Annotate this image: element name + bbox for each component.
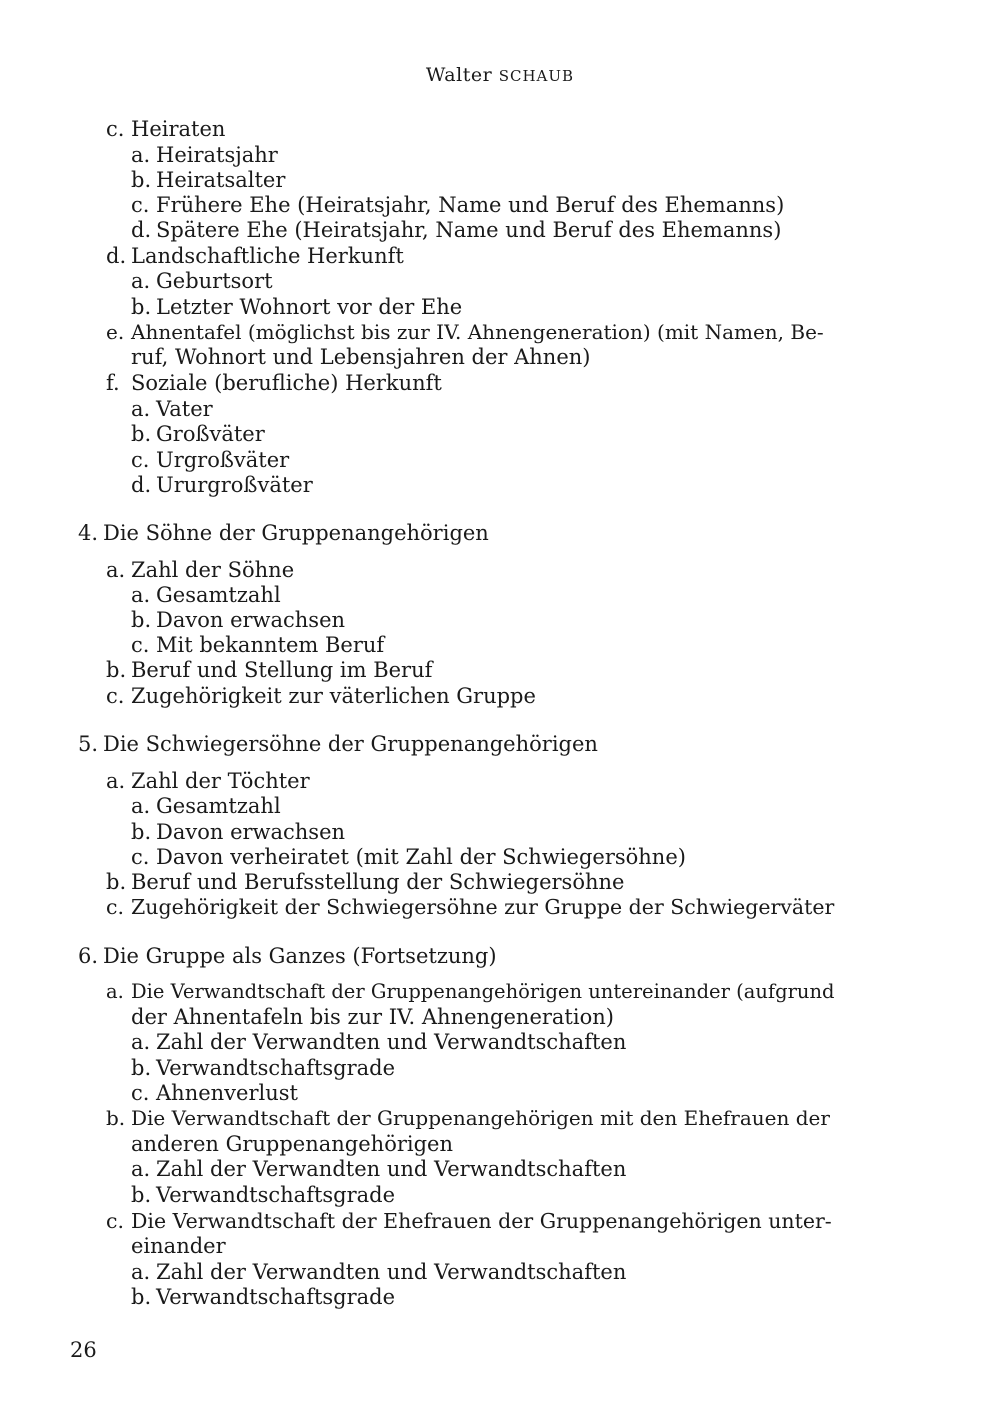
item-text: Soziale (berufliche) Herkunft bbox=[131, 371, 442, 395]
item-text: Verwandtschaftsgrade bbox=[156, 1183, 396, 1207]
item-text: Die Verwandtschaft der Gruppenangehörigen untereinander (aufgrund bbox=[131, 980, 835, 1003]
item-text: der Ahnentafeln bis zur IV. Ahnengeneration) bbox=[131, 1005, 614, 1029]
item-label: a. bbox=[106, 558, 126, 582]
outline-item bbox=[131, 1182, 395, 1208]
section-heading bbox=[78, 520, 489, 546]
outline-item bbox=[131, 1156, 626, 1182]
item-label: b. bbox=[131, 295, 152, 319]
item-label: b. bbox=[106, 870, 127, 894]
item-label: a. bbox=[131, 1030, 151, 1054]
item-text: Zahl der Verwandten und Verwandtschaften bbox=[156, 1030, 627, 1054]
item-text: Zahl der Söhne bbox=[131, 558, 295, 582]
outline-item bbox=[131, 1284, 395, 1310]
outline-item bbox=[131, 294, 462, 320]
outline-item-continuation bbox=[131, 1233, 226, 1259]
outline-item bbox=[131, 142, 278, 168]
item-label: c. bbox=[106, 684, 125, 708]
outline-item bbox=[131, 421, 265, 447]
outline-item bbox=[131, 167, 285, 193]
item-text: ruf, Wohnort und Lebensjahren der Ahnen) bbox=[131, 345, 591, 369]
item-text: Geburtsort bbox=[156, 269, 273, 293]
outline-item bbox=[106, 557, 294, 583]
outline-item bbox=[131, 396, 213, 422]
page-number: 26 bbox=[70, 1338, 97, 1362]
item-label: c. bbox=[106, 895, 124, 919]
item-label: d. bbox=[131, 473, 152, 497]
outline-item bbox=[131, 819, 345, 845]
section-heading bbox=[78, 943, 497, 969]
item-text: Zahl der Verwandten und Verwandtschaften bbox=[156, 1157, 627, 1181]
outline-item bbox=[106, 683, 536, 709]
header-author-first: Walter bbox=[425, 64, 493, 86]
item-text: Urgroßväter bbox=[156, 448, 290, 472]
item-text: Mit bekanntem Beruf bbox=[156, 633, 385, 657]
outline-item bbox=[106, 319, 824, 345]
outline-item bbox=[131, 844, 686, 870]
item-label: d. bbox=[131, 218, 152, 242]
item-label: b. bbox=[131, 608, 152, 632]
item-text: Zahl der Verwandten und Verwandtschaften bbox=[156, 1260, 627, 1284]
item-text: Davon erwachsen bbox=[156, 608, 346, 632]
outline-item bbox=[106, 894, 834, 920]
outline-item bbox=[106, 657, 432, 683]
outline-item bbox=[106, 979, 835, 1005]
item-text: Vater bbox=[156, 397, 213, 421]
item-text: Ahnenverlust bbox=[156, 1081, 298, 1105]
item-label: a. bbox=[131, 397, 151, 421]
item-label: c. bbox=[131, 448, 150, 472]
item-label: a. bbox=[106, 769, 126, 793]
item-text: Ururgroßväter bbox=[156, 473, 313, 497]
item-text: Davon verheiratet (mit Zahl der Schwiegersöhne) bbox=[156, 845, 686, 869]
item-text: Beruf und Stellung im Beruf bbox=[131, 658, 433, 682]
item-text: Zahl der Töchter bbox=[131, 769, 310, 793]
outline-item bbox=[131, 1029, 626, 1055]
item-text: Beruf und Berufsstellung der Schwiegersöhne bbox=[131, 870, 625, 894]
outline-item bbox=[131, 607, 345, 633]
item-text: Davon erwachsen bbox=[156, 820, 346, 844]
item-text: einander bbox=[131, 1234, 226, 1258]
outline-item bbox=[106, 869, 624, 895]
item-label: a. bbox=[131, 583, 151, 607]
item-text: Spätere Ehe (Heiratsjahr, Name und Beruf des Ehemanns) bbox=[156, 218, 782, 242]
item-text: Zugehörigkeit der Schwiegersöhne zur Gruppe der Schwiegerväter bbox=[131, 895, 835, 919]
item-label: b. bbox=[131, 820, 152, 844]
outline-item bbox=[131, 217, 781, 243]
outline-item bbox=[131, 793, 281, 819]
outline-item-continuation bbox=[131, 1131, 453, 1157]
item-text: Zugehörigkeit zur väterlichen Gruppe bbox=[131, 684, 536, 708]
item-text: Frühere Ehe (Heiratsjahr, Name und Beruf des Ehemanns) bbox=[156, 193, 785, 217]
outline-item bbox=[106, 1208, 832, 1234]
outline-item bbox=[131, 1080, 298, 1106]
item-text: Gesamtzahl bbox=[156, 583, 281, 607]
item-label: c. bbox=[106, 117, 125, 141]
header-author-last: SCHAUB bbox=[498, 67, 575, 85]
item-text: Letzter Wohnort vor der Ehe bbox=[156, 295, 463, 319]
item-label: b. bbox=[131, 168, 152, 192]
item-label: b. bbox=[131, 1285, 152, 1309]
outline-item bbox=[131, 632, 384, 658]
item-text: Verwandtschaftsgrade bbox=[156, 1056, 396, 1080]
item-label: c. bbox=[131, 1081, 150, 1105]
item-label: b. bbox=[131, 1056, 152, 1080]
item-text: Heiratsjahr bbox=[156, 143, 278, 167]
outline-item bbox=[106, 243, 404, 269]
item-label: a. bbox=[106, 980, 124, 1003]
item-label: b. bbox=[106, 658, 127, 682]
outline-item-continuation bbox=[131, 1004, 614, 1030]
item-label: d. bbox=[106, 244, 127, 268]
item-text: Die Verwandtschaft der Gruppenangehörigen mit den Ehefrauen der bbox=[131, 1106, 830, 1130]
item-label: c. bbox=[131, 633, 150, 657]
outline-item bbox=[131, 447, 289, 473]
section-heading bbox=[78, 731, 598, 757]
item-label: c. bbox=[106, 1209, 124, 1233]
outline-item bbox=[131, 472, 313, 498]
item-text: Großväter bbox=[156, 422, 265, 446]
section-title: Die Gruppe als Ganzes (Fortsetzung) bbox=[103, 944, 497, 968]
item-text: anderen Gruppenangehörigen bbox=[131, 1132, 453, 1156]
item-text: Heiraten bbox=[131, 117, 226, 141]
item-text: Heiratsalter bbox=[156, 168, 286, 192]
section-title: Die Schwiegersöhne der Gruppenangehörigen bbox=[103, 732, 598, 756]
item-text: Landschaftliche Herkunft bbox=[131, 244, 404, 268]
item-label: c. bbox=[131, 845, 150, 869]
outline-item bbox=[131, 192, 784, 218]
running-header bbox=[0, 64, 1000, 86]
outline-item bbox=[106, 116, 225, 142]
item-label: a. bbox=[131, 269, 151, 293]
outline-item bbox=[131, 1055, 395, 1081]
section-title: Die Söhne der Gruppenangehörigen bbox=[103, 521, 489, 545]
outline-item bbox=[106, 768, 310, 794]
item-label: b. bbox=[131, 1183, 152, 1207]
item-label: a. bbox=[131, 143, 151, 167]
item-label: e. bbox=[106, 320, 125, 344]
section-number: 5. bbox=[78, 732, 99, 756]
item-text: Gesamtzahl bbox=[156, 794, 281, 818]
item-text: Ahnentafel (möglichst bis zur IV. Ahnengeneration) (mit Namen, Be- bbox=[131, 320, 824, 344]
item-text: Die Verwandtschaft der Ehefrauen der Gruppenangehörigen unter- bbox=[131, 1209, 832, 1233]
item-label: a. bbox=[131, 1260, 151, 1284]
outline-item-continuation bbox=[131, 344, 590, 370]
section-number: 4. bbox=[78, 521, 99, 545]
section-number: 6. bbox=[78, 944, 99, 968]
item-label: a. bbox=[131, 1157, 151, 1181]
item-text: Verwandtschaftsgrade bbox=[156, 1285, 396, 1309]
outline-item bbox=[131, 1259, 626, 1285]
item-label: b. bbox=[106, 1106, 126, 1130]
outline-item bbox=[131, 582, 281, 608]
item-label: f. bbox=[106, 371, 120, 395]
item-label: a. bbox=[131, 794, 151, 818]
outline-item bbox=[106, 370, 442, 396]
item-label: c. bbox=[131, 193, 150, 217]
outline-item bbox=[106, 1105, 830, 1131]
item-label: b. bbox=[131, 422, 152, 446]
outline-item bbox=[131, 268, 273, 294]
